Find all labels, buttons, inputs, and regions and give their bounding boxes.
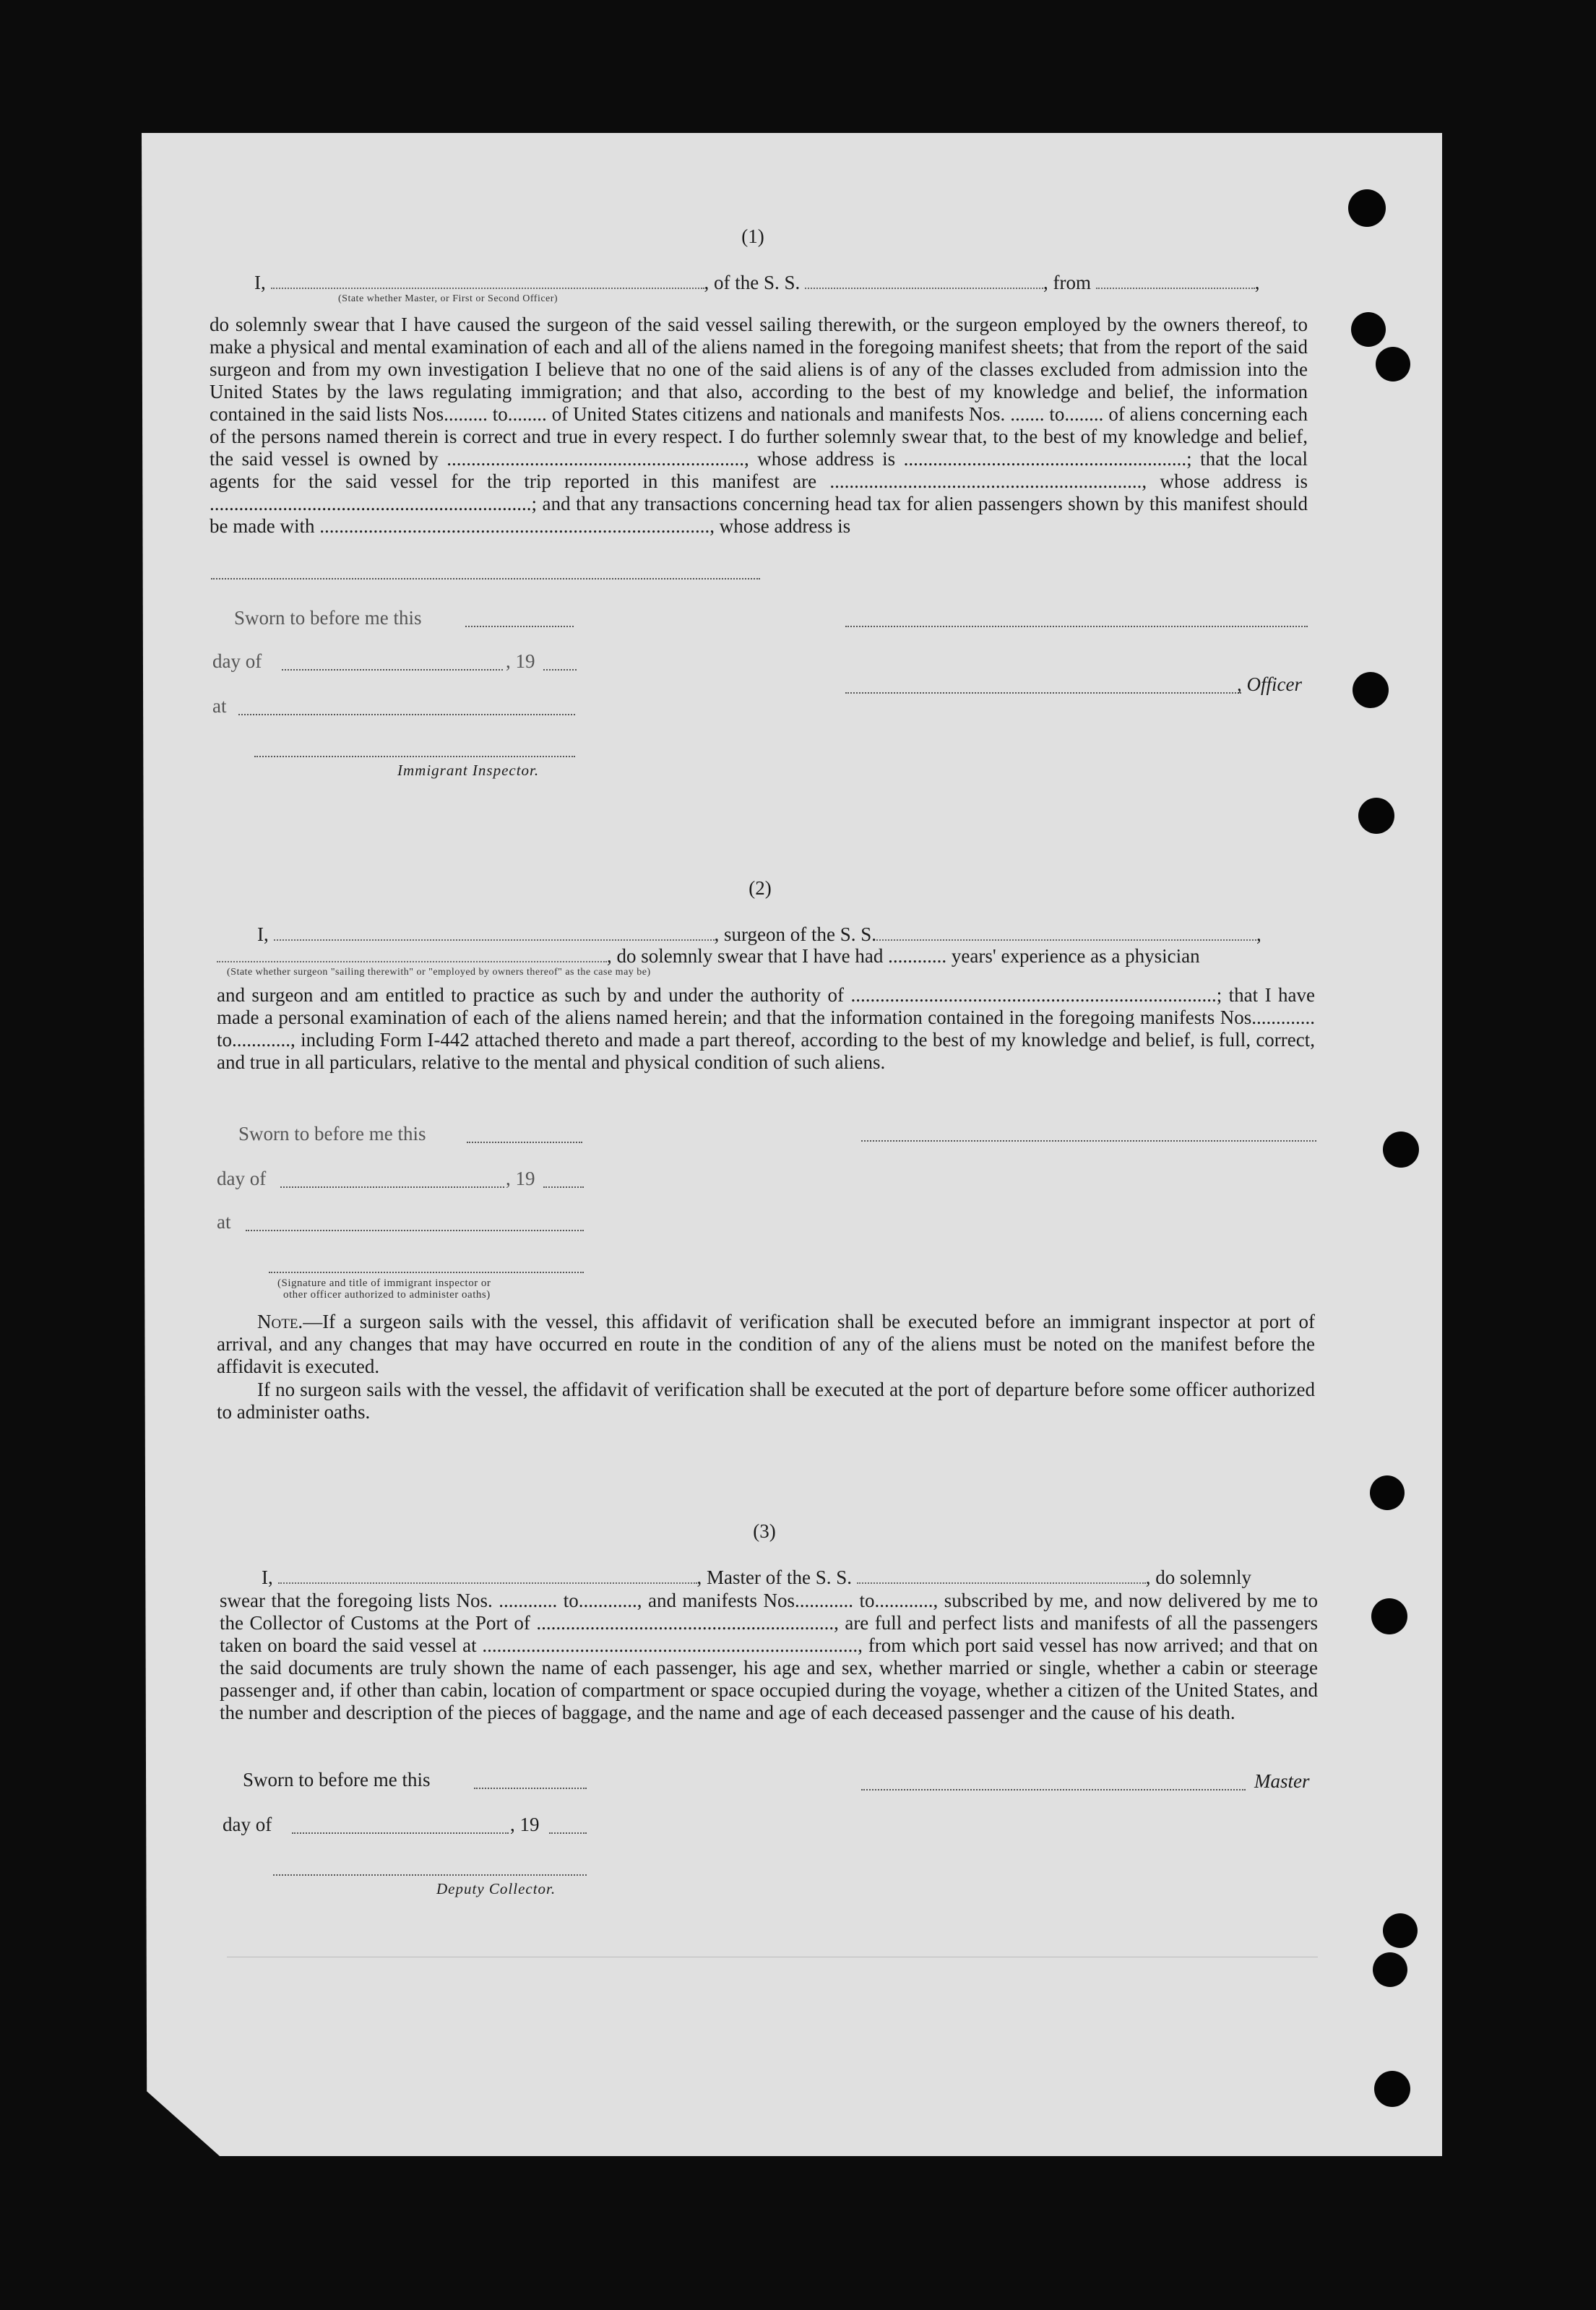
body-paragraph: that the local agents for the said vessel for the trip reported in this manifest are ................................................................, <box>210 448 1308 492</box>
section-2-number: (2) <box>749 877 772 899</box>
binder-hole <box>1374 2071 1410 2107</box>
day-of-blank <box>282 669 503 671</box>
binder-hole <box>1383 1913 1418 1948</box>
binder-hole <box>1371 1598 1407 1634</box>
years-experience: , do solemnly swear that I have had ............ years' experience as a physician <box>607 945 1200 967</box>
section-2-note-2: If no surgeon sails with the vessel, the affidavit of verification shall be executed at the port of departure before some officer authorized to administer oaths. <box>217 1379 1315 1423</box>
year-blank <box>549 1832 587 1834</box>
inspector-signature-line <box>254 756 575 757</box>
year-blank <box>543 669 577 671</box>
master-label: Master <box>1254 1770 1310 1792</box>
oath-i: I, <box>262 1566 273 1588</box>
binder-hole <box>1351 312 1386 347</box>
deputy-label: Deputy Collector. <box>436 1880 556 1897</box>
oath-i: I, <box>254 272 266 293</box>
day-of-label: day of <box>212 650 262 672</box>
year-label: , 19 <box>510 1814 540 1835</box>
officer-signature-top <box>845 626 1308 627</box>
binder-hole <box>1358 798 1394 834</box>
section-3-body: swear that the foregoing lists Nos. ............ to............, and manifests Nos............ to............, subscribed by me, and now delivered by me to the Collector of Customs at the Port of ............................................................., are full and perfect lists and manifests of all the passengers taken on board the said vessel at ............................................................................., from which port said vessel has now arrived; and that on the said documents are truly shown the name of each passenger, his age and sex, whether married or single, whether a cabin or steerage passenger and, if other than cabin, location of compartment or space occupied during the voyage, whether a citizen of the United States, and the number and description of the pieces of baggage, and the name and age of each deceased passenger and the cause of his death. <box>220 1590 1318 1723</box>
surgeon-type-note: (State whether surgeon "sailing therewith" or "employed by owners thereof" as the case may be) <box>227 967 651 978</box>
at-blank <box>246 1230 584 1231</box>
master-signature-line <box>861 1789 1246 1790</box>
body-paragraph: whose address is ..................................................................; and that any transactions concerning head tax for alien passengers shown by this manifest should be made with ................................................................................, whose address is <box>210 470 1308 537</box>
day-of-blank <box>280 1186 504 1188</box>
sworn-label: Sworn to before me this <box>238 1123 426 1145</box>
binder-hole <box>1353 672 1389 708</box>
officer-signature-line <box>845 692 1241 694</box>
note-label: Note. <box>257 1311 303 1332</box>
sworn-blank <box>465 626 574 627</box>
address-blank <box>211 578 760 579</box>
surgeon-of-ss: , surgeon of the S. S. <box>714 923 877 945</box>
signature-note: other officer authorized to administer oaths) <box>283 1289 491 1301</box>
master-of-ss: , Master of the S. S. <box>696 1566 852 1588</box>
from-label: , from <box>1043 272 1091 293</box>
sworn-label: Sworn to before me this <box>243 1769 431 1790</box>
do-solemnly: , do solemnly <box>1145 1566 1251 1588</box>
signature-note: (Signature and title of immigrant inspector or <box>277 1277 491 1289</box>
inspector-signature-line <box>269 1272 584 1273</box>
binder-hole <box>1376 347 1410 382</box>
line-end: , <box>1254 272 1260 293</box>
sworn-blank <box>474 1788 587 1789</box>
binder-hole <box>1383 1132 1419 1168</box>
section-2-note <box>217 1311 1315 1378</box>
day-of-label: day of <box>217 1168 267 1189</box>
section-2-body: and surgeon and am entitled to practice as such by and under the authority of ...........................................................................; that I have made a personal examination of each of the aliens named herein; and that the information contained in the foregoing manifests Nos............. to............, including Form I-442 attached thereto and made a part thereof, according to the best of my knowledge and belief, is full, correct, and true in all particulars, relative to the mental and physical condition of such aliens. <box>217 984 1315 1073</box>
section-3-number: (3) <box>753 1520 776 1542</box>
oath-i: I, <box>257 923 269 945</box>
at-label: at <box>212 695 227 717</box>
binder-hole <box>1370 1475 1405 1510</box>
inspector-label: Immigrant Inspector. <box>397 762 540 779</box>
at-label: at <box>217 1211 231 1233</box>
at-blank <box>238 714 575 715</box>
year-blank <box>543 1186 584 1188</box>
body-paragraph: do solemnly swear that I have caused the surgeon of the said vessel sailing therewith, or the surgeon employed by the owners thereof, to make a physical and mental examination of each and all of the aliens named in the foregoing manifest sheets; that from the report of the said surgeon and from my own investigation I believe that no one of the said aliens is of any of the classes excluded from admission into the United States by the laws regulating immigration; and that also, according to the best of my knowledge and belief, the information contained in the said lists Nos......... to........ <box>210 314 1308 425</box>
section-2-years-line <box>217 945 1200 967</box>
of-the-ss: , of the S. S. <box>704 272 801 293</box>
day-of-label: day of <box>223 1814 272 1835</box>
officer-rank-note: (State whether Master, or First or Second Officer) <box>338 293 558 304</box>
year-label: , 19 <box>506 650 535 672</box>
section-1-body <box>210 314 1308 538</box>
binder-hole <box>1348 189 1386 227</box>
section-1-number: (1) <box>741 225 764 247</box>
section-2-oath-line <box>257 923 1261 946</box>
body-paragraph: of United States citizens and nationals and manifests Nos. ....... to........ of aliens concerning each of the persons named therein is correct and true in every respect. I do further solemnly swear that, to the best of my knowledge and belief, the said vessel is owned by ............................................................., whose address is ..........................................................; <box>210 403 1308 470</box>
section-1-oath-line <box>254 272 1309 294</box>
note-text: —If a surgeon sails with the vessel, this affidavit of verification shall be executed before an immigrant inspector at port of arrival, and any changes that may have occurred en route in the condition of any of the aliens must be noted on the manifest before the affidavit is executed. <box>217 1311 1315 1377</box>
sworn-blank <box>467 1142 582 1143</box>
day-of-blank <box>292 1832 509 1834</box>
deputy-signature-line <box>273 1874 587 1876</box>
line-end: , <box>1256 923 1261 945</box>
section-3-oath-line <box>262 1566 1251 1589</box>
binder-hole <box>1373 1952 1407 1987</box>
year-label: , 19 <box>506 1168 535 1189</box>
signature-line <box>861 1140 1316 1142</box>
sworn-label: Sworn to before me this <box>234 607 422 629</box>
officer-label: , Officer <box>1237 673 1302 695</box>
